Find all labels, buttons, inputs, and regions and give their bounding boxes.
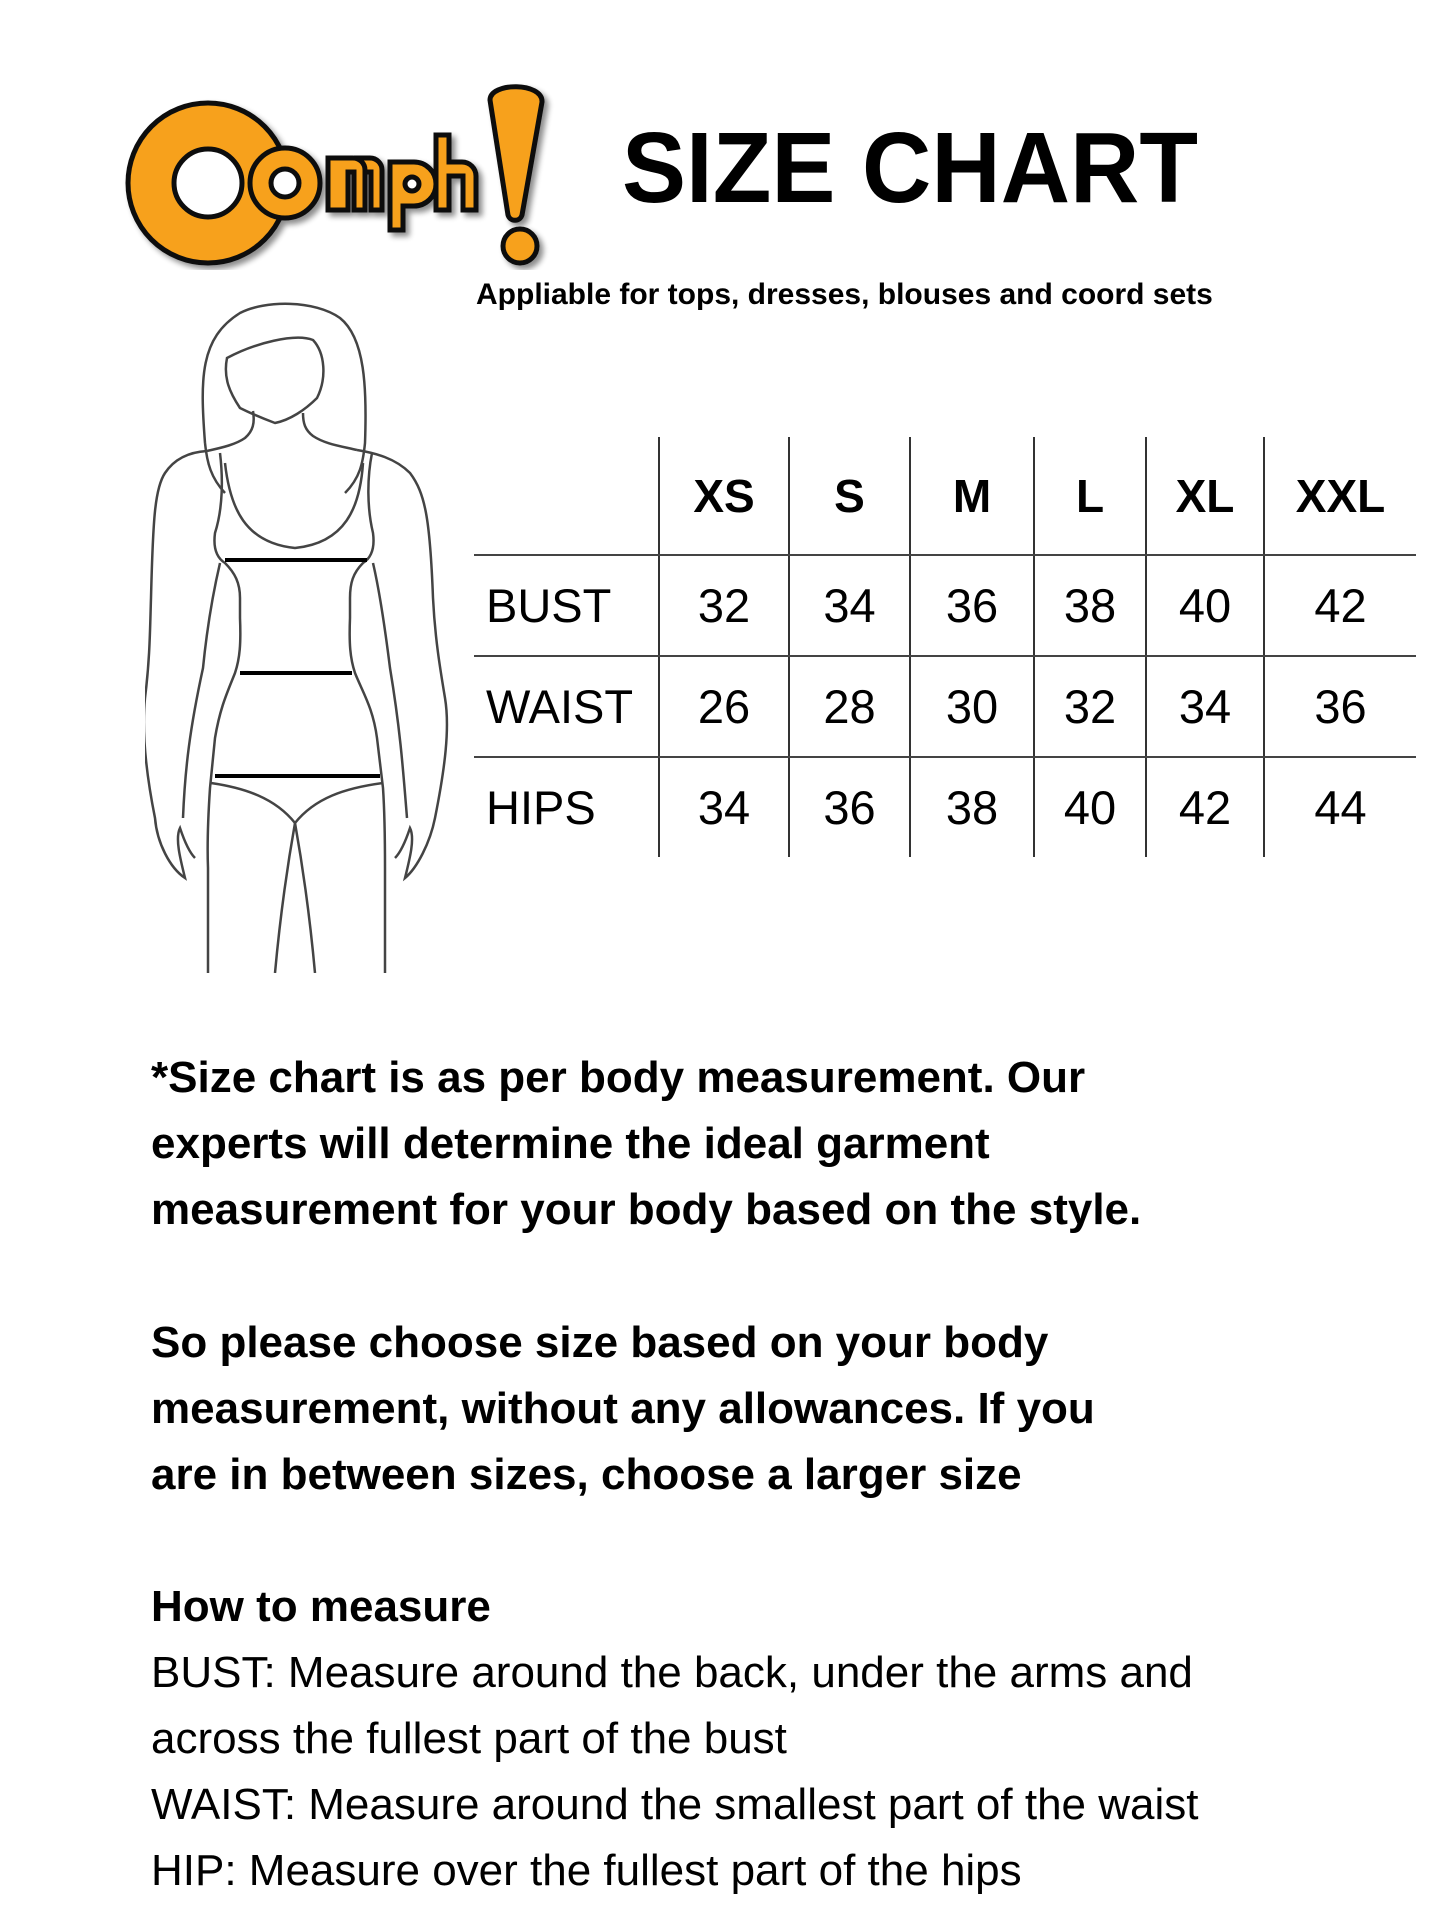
table-cell: 42 <box>1314 579 1367 632</box>
table-cell: 34 <box>697 781 751 834</box>
column-header-s: S <box>834 469 865 522</box>
how-to-measure-line: across the fullest part of the bust <box>151 1714 787 1763</box>
note-line: are in between sizes, choose a larger size <box>151 1450 1022 1499</box>
note-line: measurement for your body based on the style. <box>151 1185 1142 1234</box>
table-cell: 26 <box>697 680 751 733</box>
page-subtitle: Appliable for tops, dresses, blouses and coord sets <box>476 278 1213 311</box>
note-line: *Size chart is as per body measurement. Our <box>151 1053 1086 1102</box>
female-body-outline-icon <box>145 298 465 973</box>
table-cell: 34 <box>823 579 876 632</box>
column-header-xxl: XXL <box>1295 469 1386 522</box>
how-to-measure-heading: How to measure <box>151 1582 491 1631</box>
note-line: experts will determine the ideal garment <box>151 1119 990 1168</box>
table-cell: 36 <box>1314 680 1367 733</box>
how-to-measure-line: WAIST: Measure around the smallest part of the waist <box>151 1780 1199 1829</box>
column-header-xs: XS <box>693 469 755 522</box>
table-cell: 38 <box>1063 579 1117 632</box>
table-cell: 38 <box>945 781 999 834</box>
table-cell: 40 <box>1063 781 1117 834</box>
table-cell: 28 <box>823 680 876 733</box>
table-cell: 32 <box>697 579 751 632</box>
oomph-logo-icon <box>118 80 558 270</box>
note-line: measurement, without any allowances. If you <box>151 1384 1095 1433</box>
row-label-waist: WAIST <box>486 680 634 733</box>
table-cell: 42 <box>1178 781 1232 834</box>
table-cell: 34 <box>1178 680 1232 733</box>
row-label-hips: HIPS <box>486 781 596 834</box>
column-header-m: M <box>952 469 992 522</box>
table-cell: 32 <box>1063 680 1117 733</box>
note-paragraph-1 <box>151 1045 1401 1243</box>
column-header-xl: XL <box>1175 469 1235 522</box>
how-to-measure-line: HIP: Measure over the fullest part of the hips <box>151 1846 1022 1895</box>
table-cell: 36 <box>945 579 999 632</box>
how-to-measure-line: BUST: Measure around the back, under the arms and <box>151 1648 1193 1697</box>
row-label-bust: BUST <box>486 579 612 632</box>
brand-logo <box>118 80 558 270</box>
body-measurement-figure <box>145 298 465 973</box>
table-cell: 44 <box>1314 781 1367 834</box>
table-cell: 40 <box>1178 579 1232 632</box>
note-paragraph-2 <box>151 1310 1401 1508</box>
page-title: SIZE CHART <box>622 112 1198 224</box>
table-cell: 30 <box>945 680 999 733</box>
table-cell: 36 <box>823 781 876 834</box>
note-line: So please choose size based on your body <box>151 1318 1049 1367</box>
size-table <box>474 437 1416 857</box>
column-header-l: L <box>1075 469 1105 522</box>
